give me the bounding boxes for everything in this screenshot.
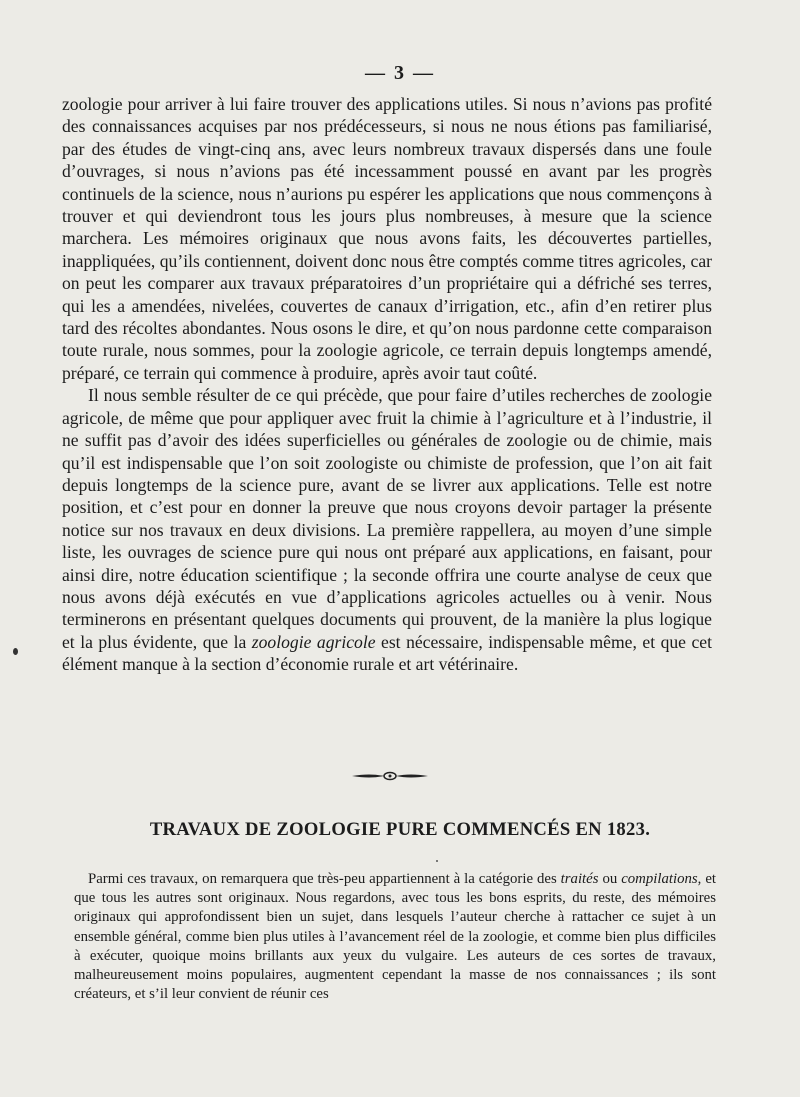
ornament-divider-icon (350, 770, 430, 782)
section-intro (74, 870, 716, 1004)
section-title: TRAVAUX DE ZOOLOGIE PURE COMMENCÉS EN 1823. (149, 819, 651, 840)
section-intro-text-a: Parmi ces travaux, on remarquera que très-peu appartiennent à la catégorie des (88, 871, 561, 887)
body-text (62, 93, 712, 676)
dust-speck (436, 860, 438, 862)
paragraph-2-text-a: Il nous semble résulter de ce qui précède, que pour faire d’utiles recherches de zoologie agricole, de même que pour appliquer avec fruit la chimie à l’agriculture et à l’industrie, il ne suffit pas d’avoir des idées superficielles ou générales de zoologie ou de chimie, mais qu’il est indispensable que l’on soit zoologiste ou chimiste de profession, que l’on ait fait depuis longtemps de la science pure, avant de se livrer aux applications. Telle est notre position, et c’est pour en donner la preuve que nous croyons devoir partager la présente notice sur nos travaux en deux divisions. La première rappellera, au moyen d’une simple liste, les ouvrages de science pure qui nous ont préparé aux applications, en faisant, pour ainsi dire, notre éducation scientifique ; la seconde offrira une courte analyse de ceux que nous avons déjà exécutés en vue d’applications agricoles actuelles ou à venir. Nous terminerons en présentant quelques documents qui prouvent, de la manière la plus logique et la plus évidente, que la (62, 385, 712, 652)
section-intro-text-c: , et que tous les autres sont originaux. Nous regardons, avec tous les bons esprits, du reste, des mémoires originaux qui approfondissent bien un sujet, dans lesquels l’auteur cherche à rattacher ce sujet à un ensemble général, comme bien plus utiles à l’avancement réel de la zoologie, et comme bien plus difficiles à exécuter, quoique moins brillants aux yeux du vulgaire. Les auteurs de ces sortes de travaux, malheureusement moins populaires, augmentent cependant la masse de nos connaissances ; ils sont créateurs, et s’il leur convient de réunir ces (74, 871, 717, 1003)
paragraph-2-italic: zoologie agricole (251, 631, 376, 652)
page-number: — 3 — (365, 62, 435, 84)
paragraph-1: zoologie pour arriver à lui faire trouver des applications utiles. Si nous n’avions pas profité des connaissances acquises par nos prédécesseurs, si nous ne nous étions pas familiarisé, par des études de vingt-cinq ans, avec leurs nombreux travaux dispersés dans une foule d’ouvrages, si nous n’avions pas été incessamment poussé en avant par les progrès continuels de la science, nous n’aurions pu espérer les applications que nous commençons à trouver et qui deviendront tous les jours plus nombreuses, à mesure que la science marchera. Les mémoires originaux que nous avons faits, les découvertes partielles, inappliquées, qu’ils contiennent, doivent donc nous être comptés comme titres agricoles, car on peut les comparer aux travaux préparatoires d’un propriétaire qui a défriché ses terres, qui les a amendées, nivelées, couvertes de canaux d’irrigation, etc., afin d’en retirer plus tard des récoltes abondantes. Nous osons le dire, et qu’on nous pardonne cette comparaison toute rurale, nous sommes, pour la zoologie agricole, ce terrain depuis longtemps amendé, préparé, ce terrain qui commence à produire, après avoir taut coûté. (62, 94, 712, 383)
section-intro-italic-1: traités (560, 871, 599, 887)
section-intro-text-b: ou (598, 871, 622, 887)
section-intro-italic-2: compilations (621, 871, 698, 887)
paragraph-2-text-b: est nécessaire, indispensable même, et que cet élément manque à la section d’économie rurale et art vétérinaire. (62, 631, 712, 675)
paragraph-2 (62, 384, 712, 675)
margin-mark (13, 648, 18, 655)
